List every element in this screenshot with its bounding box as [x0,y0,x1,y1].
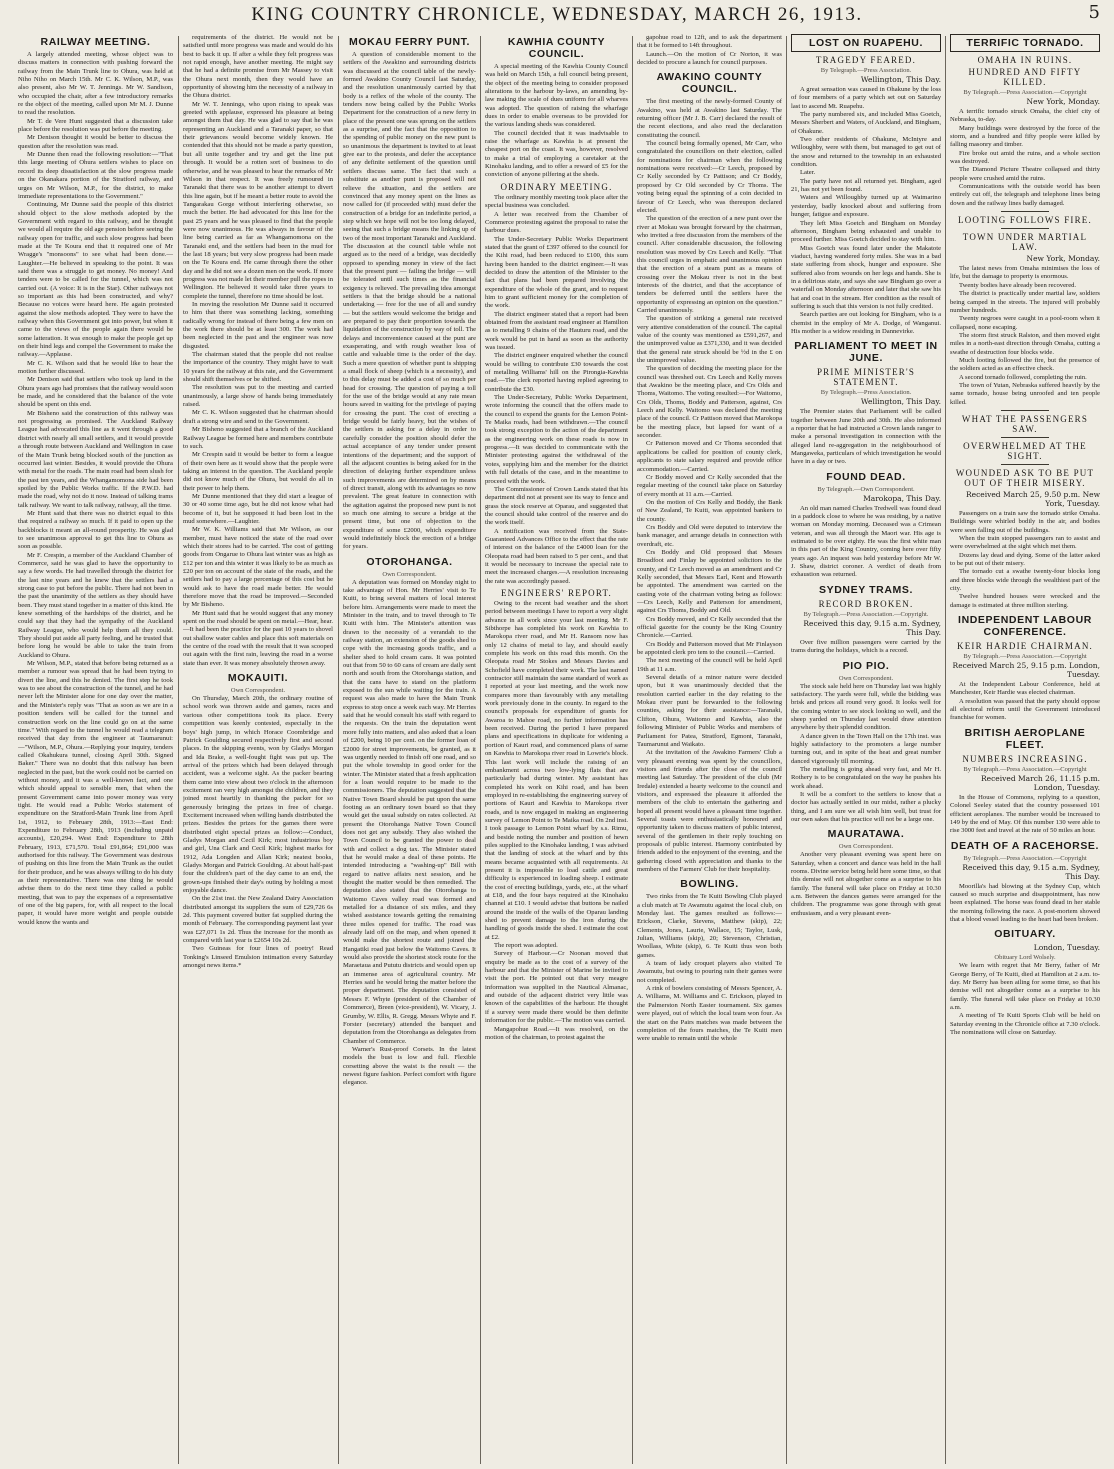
paragraph: Mr Dunne mentioned that they did start a league of 30 or 40 some time ago, but he did not know what had become of it, but he supposed it had been lost in the mud somewhere.—Laughter. [183,492,333,525]
paragraph: Twenty negroes were caught in a pool-room when it collapsed, none escaping. [950,315,1100,331]
article [343,556,476,1088]
column-4 [485,34,628,1466]
article [183,34,333,668]
paragraph: A question of considerable moment to the settlers of the Awakino and surrounding districts was discussed at the council table of the newly-formed Awakino County Council last Saturday, and the resolution unanimously carried by that body is a reflex of the whole of the county. The tenders now being called by the Public Works Department for the construction of a new ferry in place of the present one was sprung on the settlers as a surprise, and the fact that the opposition to the spending of public money on the new punt is so unanimous the department is invited to at least give ear to the protests, and defer the acceptance of any definite settlement of the question until settlers discuss same. The fact that such a substitute as another punt is proposed will not relieve the situation, and the settlers are convinced that any money spent on the lines as now called for (if proceeded with) must defer the construction of a bridge for an indefinite period, a step which we hope will not be too long delayed, seeing that such a bridge means the linking up of two of the most important Taranaki and Auckland. The discussion at the council table while not argued as to the need of a bridge, was decidedly opposed to spending money in view of the fact that the present punt — failing the bridge — will be tolerated until such times as the financial exigency is relieved. The prevailing idea amongst settlers is that the bridge should be a national undertaking — free for the use of all and sundry — but the settlers would welcome the bridge and are prepared to pay their proportion towards the liquidation of the construction by way of toll. The delays and inconvenience caused at the punt are exasperating, and with rough weather loss of cattle and valuable time is the order of the day. Such a mere question of whether punt is shipping a small flock of sheep (which is a necessity), and to this delay must be added a cost of so much per head for crossing. The question of paying a toll for the use of the bridge would at any rate mean hours saved in waiting for the privilege of paying for crossing the punt. The cost of erecting a bridge would be fairly heavy, but the wishes of the settlers in asking for a delay in order to carefully consider the position should defer the actual acceptance of any tender under present intentions of the department; and the support of all the adjacent counties is being asked for in the direction of delaying further expenditure unless such improvements are determined on by means of direct transit, along with its advantages so now prevalent. The great feature in connection with the agitation against the proposed new punt is not so much one aiming to secure a bridge at the present time, but one of objection to the expenditure of some £2000, which expenditure would indefinitely block the erection of a bridge for years. [343,51,476,551]
wire-credit: By Telegraph.—Press Association. [820,67,912,74]
article-body [950,962,1100,1037]
article-subheadline: NUMBERS INCREASING. [962,753,1088,764]
article-headline: MOKAUITI. [227,672,289,685]
paragraph: The council decided that it was inadvisable to raise the wharfage as Kawhia is at present the cheapest port on the coast. It was, however, resolved to make a trial of employing a caretaker at the Kinohaku landing, and to offer a reward of £5 for the conviction of anyone pilfering at the sheds. [485,129,628,179]
article-headline: LOST ON RUAPEHU. [808,37,924,49]
article-subheadline: TOWN UNDER MARTIAL LAW. [962,232,1088,253]
article-subheadline: TRAGEDY FEARED. [815,55,917,65]
headline-box [950,34,1100,52]
paragraph: Search parties are out looking for Bingham, who is a chemist in the employ of Mr A. Dodge, of Wanganui. His mother is a widow residing in Dannevirke. [791,311,941,335]
article [950,928,1100,1037]
paragraph: A second tornado followed, completing the ruin. [959,373,1087,381]
dateline: New York, Monday. [1026,254,1100,264]
paragraph: Mr C. K. Wilson said that he would like to hear the motion further discussed. [18,359,173,376]
article-subheadline: PRIME MINISTER'S STATEMENT. [816,367,916,388]
paragraph: The town of Yutan, Nebraska suffered heavily by the same tornado, house being unroofed and ten people killed. [950,381,1100,406]
article [183,672,333,970]
article-headline: SYDNEY TRAMS. [819,583,913,596]
article-body [637,893,782,1043]
paragraph: Crs Boddy and Old were deputed to interview the bank manager, and arrange details in connection with overdraft, etc. [637,523,782,548]
dateline: Received March 25, 9.50 p.m. New York, Tuesday. [965,489,1100,508]
paragraph: Crs Boddy moved, and Cr Kelly seconded that the official gazette for the county be the King Country Chronicle.—Carried. [637,615,782,640]
correspondent-line: Own Correspondent. [838,843,894,851]
paragraph: The question of striking a general rate received very attentive consideration of the council. The capital value of the county was mentioned as £591,267, and the unimproved value as £371,330, and it was decided that the general rate struck should be ½d in the £ on the unimproved value. [637,315,782,365]
article-body [485,194,628,586]
paragraph: Much looting followed the fire, but the presence of the soldiers acted as an effective check. [950,356,1100,373]
article-headline: MAURATAWA. [827,828,905,841]
article-subheadline: WHAT THE PASSENGERS SAW. [961,413,1089,434]
paragraph: An old man named Charles Tredwell was found dead in a paddock close to where he was residing, by a native woman on Monday morning. Deceased was a Crimean veteran, and was all through the Maori war. His age is estimated to be over eighty. He was the first white man in this part of the King Country, coming here over fifty years ago. An inquest was held yesterday before Mr W. J. Shaw, district coroner. A verdict of death from exhaustion was returned. [791,504,941,579]
column-2 [183,34,333,1466]
paragraph: On the 21st inst. the New Zealand Dairy Association distributed amongst its suppliers the sum of £29,726 6s 2d. This payment covered butter fat supplied during the month of February. The corresponding payment last year was £27,071 1s 2d. Thus the increase for the month as compared with last year is £2654 10s 2d. [183,895,333,945]
column-rule [786,36,787,1464]
paragraph: requirements of the district. He would not be satisfied until more progress was made and would do his best to back it up. If after a while they felt progress was not rapid enough, have another meeting. He might say that he had a definite promise from Mr Massey to visit the Ohura next month, then they would have an opportunity of showing him the necessity of a railway in the Ohura district. [183,34,333,100]
paragraph: The report was adopted. [494,942,558,950]
paragraph: Mr Denison thought it would be better to discuss the question after the resolution was read. [18,134,173,150]
article-subheadline: OMAHA IN RUINS. [977,55,1073,65]
divider [1001,211,1049,212]
correspondent-line: Own Correspondent. [838,674,894,682]
article-headline: BOWLING. [680,878,739,891]
paragraph: Moorilla's had blowing at the Sydney Cup, which caused so much surprise and disappointment, has now been explained. The horse was found dead in her stable the morning following the race. A post-mortem showed that a blood vessel leading to the heart had been broken. [950,882,1100,923]
paragraph: Mr W. K. Williams said that Mr Wilson, as our member, must have noticed the state of the road over which their stores had to be carried. The cost of getting goods from Ongarue to Ohura last winter was as high as £12 per ton and this winter it was likely to be as much as £20 per ton on account of the state of the roads, and the settlers had to pay a large percentage of this cost but he would ask to have the road made better. He would therefore move that the road be improved.—Seconded by Mr Bisheno. [183,526,333,609]
paragraph: Owing to the recent bad weather and the short period between meetings I have to report a very slight advance in all work since your last meeting. Mr F. Sibthorpe has completed his work on Kawhia to Marokopa river road, and Mr H. Ransom now has only 12 chains of metal to lay, and should easily complete his work on this road this month. On the Oleopata road Mr Stokes and Messrs Davies and Schofield have completed their work. The last named contractor still maintain the same standard of work as I reported at your last meeting, and the work now compares more than favourably with any metalling work previously done in the county. In regard to the council's proposals for expenditure of grants for Awaroa to Mahoe road, no further information has been received. During the period I have prepared plans and specifications in duplicate for widening a portion of Kauri road, and commenced plans of same on Kawhia to Marokopa river road in Lowrie's block. This last work will include the raising of an embankment across two low-lying flats that are particularly bad during winter. My assistant has completed his work on Kihi road, and has been employed in re-establishing the engineering survey of portions of Kauri and Kawhia to Marokopa river roads, and is now engaged in making an engineering survey of Lemon Point to Te Maika road. On 2nd inst. I took passage to Lemon Point wharf by s.s. Rimu, and beside noting the number and position of hewn piles supplied to the Kinohaku landing, I was advised that the landing of stock at the wharf and by this means became acquainted with all requirements. At present it is impossible to load cattle and great difficulty is experienced in loading sheep. I estimate the cost of erecting buildings, yards, etc., at the wharf at £18, and the four bays required at the Kinohaku channel at £10. I would advise that buttons be nailed around the inside of the walls of the Oparau landing shed to prevent damage to the iron during the handling of goods inside the shed. I estimate the cost at £2. [485,599,628,941]
paragraph: Mr T. de Vere Hunt suggested that a discussion take place before the resolution was put before the meeting. [18,117,173,134]
paragraph: Mr Wilson, M.P., stated that before being returned as a member a rumour was spread that he had been trying to divert the line, and this he denied. The first step he took was to see about the construction of the tunnel, and he had never left the Minister alone for one day over the matter, and the Minister's reply was "That as soon as we are in a position tenders will be called for the tunnel and construction work on the line could go on at the same time." With regard to the tunnel he would read a telegram received that day from the engineer at Taumarunui:—"Wilson, M.P., Ohura.—Replying your inquiry, tenders called Okahukura tunnel, closing April 30th. Signed Baker." There was no doubt that this railway has been neglected in the past, but the work could not be carried on without money, and it was a well-known fact, and one which should appeal to sensible men, that when the present Government came into power money was very tight. He would read a Public Works statement of expenditure on the Stratford-Main Trunk line from April 1st, 1912, to February 28th, 1913:—East End: Expenditure to February 28th, 1913 (including unpaid accounts), £20,294. West End: Expenditure to 28th February, 1913, £71,570. Total £91,864; £91,000 was authorised for this railway. The Government was desirous of pushing on this line from the Main Trunk as the outlet for their produce, and he was always willing to do his duty as their representative. There was one thing he would advise them to do the next time they called a public meeting, that was to pay the expenses of a representative of one of the big papers, for, with all respect to the local paper, it would have more weight and people outside would know the wants and [18,660,173,926]
article [950,34,1100,610]
article-body [183,34,333,668]
article-headline: KAWHIA COUNTY COUNCIL. [507,36,606,60]
masthead-title: KING COUNTRY CHRONICLE, WEDNESDAY, MARCH 26, 1913. [251,4,863,25]
paragraph: Continuing, Mr Dunne said the people of this district should object to the slow methods adopted by the Government with regard to this railway, and he thought we would all require the old age pension before seeing the railway open for traffic, and such slow progress had been made at the Te Koura end that it required one of Mr Wragge's "monsoons" to see what had been done.—Laughter.—He believed in speaking to the point. It was said there was a struggle to get money. No money! And tenders were to be called for the tunnel, which was not carried out. (A voice: It is in the Star). Other railways not so important as this had been constructed, and why? Because no voices were heard here. He again protested against the slow methods adopted. They were to have the railway when this Government got into power, but when it came to the views of the people again there would be some latteration. It was enough to make the people get up on their hind legs and compel the Government to make the railway.—Applause. [18,201,173,359]
article-headline: TERRIFIC TORNADO. [966,37,1084,49]
paragraph: The tornado cut a swathe twenty-four blocks long and three blocks wide through the wealthiest part of the city. [950,568,1100,593]
divider [1001,228,1049,229]
paragraph: The council being formally opened, Mr Carr, who congratulated the councillors on their election, called for nominations for chairman when the following nominations were received:—Cr Leech, proposed by Cr Kelly seconded by Cr Pattison; and Cr Boddy, proposed by Cr Old seconded by Cr Thoms. The voting being equal the spinning of a coin decided in favour of Cr Leech, who was thereupon declared elected. [637,140,782,214]
article-headline: PIO PIO. [842,659,890,672]
paragraph: The question of deciding the meeting place for the council was threshed out. Crs Leech and Kelly moves that Awakino be the meeting place, and Crs Olds and Thoms, Waitomo. The voting resulted:—For Waitomo, Crs Olds, Thoms, Boddy and Patterson, against, Crs Leech and Kelly. Waitomo was declared the meeting place of the council. Cr Pattison moved that Marokopa be the meeting place, but lapsed for want of a seconder. [637,365,782,440]
page-number: 5 [1088,2,1100,23]
paragraph: Another very pleasant evening was spent here on Saturday, when a concert and dance was held in the hall rooms. Divine service being held here some time, so that this demise will not altogether come as a surprise to his family. The funeral will take place on Friday at 10.30 a.m. Between the dances games were arranged for the children. The programme was gone through with great enthusiasm, and a very pleasant even- [791,851,941,917]
paragraph: The question of the erection of a new punt over the river at Mokau was brought forward by the chairman, who invited a free discussion from the members of the council. After considerable discussion, the following resolution was moved by Crs Leech and Kelly. "That this council urges in emphatic and unanimous opinion that the erection of a steam punt as a means of crossing over the Mokau river is not in the best interests of the district, and that the acceptance of tenders be deferred until the settlers have the opportunity of expressing an opinion on the question." Carried unanimously. [637,215,782,314]
article-headline: OBITUARY. [994,928,1056,941]
paragraph: Mr Bisheno suggested that a branch of the Auckland Railway League be formed here and members contribute to such. [183,426,333,450]
wire-credit: By Telegraph.—Press Association.—Copyright [963,854,1087,862]
paragraph: Fire broke out amid the ruins, and a whole section was destroyed. [950,149,1100,166]
paragraph: Cr Boddy moved and Cr Kelly seconded that the regular meeting of the council take place on Saturday of every month at 11 a.m.—Carried. [637,473,782,498]
article-headline: OTOROHANGA. [366,555,453,568]
dateline: Received March 26, 11.15 p.m. London, Tuesday. [981,773,1100,792]
paragraph: Two other residents of Ohakune, McIntyre and Willoughby, were with them, but managed to get out of the snow and returned to the township in an exhausted condition. [791,136,941,169]
paragraph: A dance given in the Town Hall on the 17th inst. was highly satisfactory to the promoters a large number turning out, and in spite of the heat and great number danced vigorously till morning. [791,732,941,765]
divider [1001,437,1049,438]
paragraph: The storm first struck Ralston, and then moved eight miles in a north-east direction through Omaha, cutting a swathe of destruction four blocks wide. [950,331,1100,356]
article-subheadline: LOOTING FOLLOWS FIRE. [958,215,1092,226]
article-subheadline: RECORD BROKEN. [818,598,914,609]
divider [1001,464,1049,465]
paragraph: Passengers on a train saw the tornado strike Omaha. Buildings were whirled bodily in the air, and bodies were seen falling out of the buildings. [950,509,1100,534]
paragraph: Mr Hunt said that he would suggest that any money spent on the road should be spent on metal.—Hear, hear.—It had been the practice for the past 10 years to shovel out shallow water cables and place this soft materials on the centre of the road with the result that it was scooped out again with the first rain, leaving the road in a worse state than ever. It was money absolutely thrown away. [183,609,333,667]
paragraph: A great sensation was caused in Ohakune by the loss of four members of a party which set out on Saturday last to ascend Mt. Ruapehu. [791,86,941,110]
article-body [485,600,628,1042]
article-body [791,639,941,656]
paragraph: The district engineer stated that a report had been obtained from the assistant road engineer at Hamilton as to metalling 9 chains of the Hauturu road, and the work would be put in hand as soon as the authority was issued. [485,310,628,351]
paragraph: Dozens lay dead and dying. Some of the latter asked to be put out of their misery. [950,551,1100,568]
paragraph: A deputation was formed on Monday night to take advantage of Hon. Mr Herries' visit to Te Kuiti, to bring several matters of local interest before him. Arrangements were made to meet the Minister in the train, and to travel through to Te Kuiti with him. The Minister's attention was drawn to the necessity of a verandah to the railway station, an extension of the goods shed to cope with the increasing goods traffic, and a shelter shed to hold cream cans. It was pointed out that from 50 to 60 cans of cream are daily sent north and south from the Otorohanga station, and that the cans have to stand on the platform exposed to the sun while waiting for the train. A request was also made to have the Main Trunk express to stop once a week each way. Mr Herries said that he would consult his staff with regard to the requests. On the train the deputation went more fully into matters, and also asked that a loan of £200, being 10 per cent. on the former loan of £2000 for street improvements, be granted, as it was urgently needed to finish off one road, and so put the whole township in good order for the winter. The Minister stated that a fresh application for a loan would require to be made to the commissioners. The deputation suggested that the Native Town Board should be put upon the same footing as an ordinary town board so that they would get the usual subsidy on rates collected. At present the Otorohanga Native Town Council does not get any subsidy. They also wished the Town Council to be granted the power to deal with and collect a dog tax. The Minister stated that he would make a deal of these points. He intended introducing a "washing-up" Bill with regard to native affairs next session, and he thought the matter would be then remedied. The deputation also stated that the Otorohanga to Waitomo Caves valley road was formed and metalled for a distance of six miles, and they wished assistance towards getting the remaining three miles opened for traffic. The road was already laid off on the map, and when opened it would make the shortest route and joined the Hangatiki road just below the Waitomo Caves. It would also provide the shortest stock route for the Maraetaua and Pututu districts and would open up an immense area of agricultural country. Mr Herries said he would bring the matter before the proper department. The deputation consisted of Messrs F. Whyte (president of the Chamber of Commerce), Breen (vice-president), W. Vicary, J. Grumby, W. Ellis, R. Gregg. Messrs Whyte and F. Forster (secretary) attended the banquet and deputation from the Otorohanga as delegates from Chamber of Commerce. [343,578,476,1045]
article-subheadline: HUNDRED AND FIFTY KILLED. [968,67,1082,87]
paragraph: At the Independent Labour Conference, held at Manchester, Keir Hardie was elected chairman. [950,681,1100,697]
article [791,828,941,918]
paragraph: The first meeting of the newly-formed County of Awakino, was held at Awakino last Saturday. The returning officer (Mr J. B. Carr) declared the result of the recent elections, and also read the declaration constituting the council. [637,98,782,139]
paragraph: Several details of a minor nature were decided upon, but it was unanimously decided that the resolution carried earlier in the day relating to the Mokau river punt be forwarded to the following counties, asking for their assistance:—Taranaki, Clifton, Ohura, Waitomo and Kawhia, also the following Minister of Public Works and members of Parliament for Patea, Stratford, Egmont, Taranaki, Taumarunui and Waikato. [637,674,782,748]
paragraph: Later. [800,169,816,177]
article-headline: INDEPENDENT LABOUR CONFERENCE. [958,614,1092,639]
article-body [791,505,941,580]
article-body [791,683,941,825]
paragraph: Twenty bodies have already been recovered. [959,281,1077,289]
wire-credit: By Telegraph.—Press Association.—Copyright [963,89,1087,96]
correspondent-line: Own Correspondent. [382,570,437,578]
paragraph: A terrific tornado struck Omaha, the chief city of Nebraska, to-day. [950,108,1100,124]
article-subheadline: WOUNDED ASK TO BE PUT OUT OF THEIR MISERY. [955,467,1095,488]
dateline: Wellington, This Day. [860,75,941,84]
article [950,727,1100,836]
paragraph: Mr Crespin said it would be better to form a league of their own here as it would show that the people were taking an interest in the question. The Auckland people did not know much of the Ohura, but would do all in their power to help them. [183,451,333,492]
paragraph: The district is practically under martial law, soldiers being camped in the streets. The injured will probably number hundreds. [950,290,1100,314]
paragraph: The district engineer enquired whether the council would be willing to contribute £30 towards the cost of metalling Williams' hill on the Pirongia-Kawhia road.—The clerk reported having replied agreeing to contribute the £30. [485,352,628,393]
paragraph: gapohue road to 12ft, and to ask the department that it be formed to 14ft throughout. [637,34,782,50]
paragraph: The Commissioner of Crown Lands stated that his department did not at present see its way to fence and grass the stock reserve at Oparau, and suggested that the council should take control of the reserve and do the work itself. [485,485,628,527]
divider [1001,410,1049,411]
paragraph: The Premier states that Parliament will be called together between June 20th and 30th. He also informed a reporter that he had instructed a Crown lands ranger to make a personal investigation in connection with the alleged land re-aggregation in the neighbourhood of Mangaweka, particulars of which investigation he would have in a day or two. [791,408,941,466]
column-6 [791,34,941,1466]
article-body [485,63,628,180]
paragraph: The party numbered six, and included Miss Goetch, Messrs Sherbert and Waters, of Auckland, and Bingham, of Ohakune. [791,111,941,135]
paragraph: A special meeting of the Kawhia County Council was held on March 15th, a full council being present, the object of the meeting being to consider proposed alterations to the harbour by-laws, an amending by-law making the scale of dues uniform for all wharves was adopted. The question of raising the wharfage dues in order to enable overseas to be provided for the various landing sheds was considered. [485,63,628,129]
article-subheadline: ORDINARY MEETING. [500,181,613,192]
article-body [950,794,1100,836]
dateline: Marokopa, This Day. [863,493,941,503]
article [343,36,476,552]
paragraph: When the train stopped passengers ran to assist and were overwhelmed at the sight which met them. [950,535,1100,551]
dateline: Received March 25, 9.15 p.m. London, Tuesday. [952,661,1100,680]
paragraph: A resolution was passed that the party should oppose all electoral reform until the Government introduced franchise for women. [950,697,1100,722]
paragraph: Over five million passengers were carried by the trams during the holidays, which is a record. [791,638,941,655]
headline-box [791,34,941,52]
article-body [950,510,1100,610]
paragraph: Mr Bisheno said the construction of this railway was not progressing as promised. The Auckland Railway League had advocated this line as it went through a good district with nearly all small settlers, and it would provide a through route between Auckland and Wellington in case of the Main Trunk being blocked south of the junction as occurred last winter. Besides, it would provide the Ohura with metal for the roads. The main road had been slush for the past ten years, and the Whangamomona side had been spoiled by the Public Works traffic. If the P.W.D. had made the road, why not do it now. Instead of talking trams talk railway. We want to talk railway, railway, all the time. [18,409,173,509]
paragraph: Survey of Harbour.—Cr Noonan moved that enquiry be made as to the cost of a survey of the harbour and that the Minister of Marine be invited to visit the port. He pointed out that very meagre information was supplied in the Nautical Almanac, and outside of the adjacent district very little was known of the capabilities of the harbour. He thought if a survey were made there would be then definite information for the public.—The motion was carried. [485,950,628,1025]
paragraph: The resolution was put to the meeting and carried unanimously, a large show of hands being immediately raised. [183,384,333,409]
article-subheadline: OVERWHELMED AT THE SIGHT. [963,440,1087,461]
wire-credit: By Telegraph.—Own Correspondent. [817,485,915,493]
paragraph: The chairman stated that the people did not realise the importance of the country. They might have to wait 10 years for the railway at this rate, and the Government should shift themselves or be shifted. [183,351,333,384]
paragraph: A letter was received from the Chamber of Commerce protesting against the proposal to raise the harbour dues. [485,210,628,235]
paragraph: The stock sale held here on Thursday last was highly satisfactory. The yards were full, while the bidding was brisk and prices all round very good. It looks well for the coming winter to see stock looking so well, and the sheep yarded on Thursday last would draw attention anywhere by their splendid condition. [791,682,941,732]
paragraph: Twelve hundred houses were wrecked and the damage is estimated at three million sterling. [950,593,1100,609]
paragraph: At the invitation of the Awakino Farmers' Club a very pleasant evening was spent by the councillors, visitors and friends after the close of the council meeting last Saturday. The president of the club (Mr Iredale) extended a hearty welcome to the council and visitors, and expressed the pleasure it afforded the members of the club to entertain the gathering and hoped all present would have a pleasant time together. Several toasts were enthusiastically honoured and opportunity taken to discuss matters of public interest, several of the gentlemen in their reply touching on proposals of public interest. Harmony contributed by friends added to the enjoyment of the evening, and the gathering closed with appreciation and thanks to the members of the Farmers' Club for their hospitality. [637,749,782,873]
paragraph: Communications with the outside world has been entirely cut off, the telegraph and telephone lines being down and the railway lines badly damaged. [950,183,1100,207]
paragraph: We learn with regret that Mr Berry, father of Mr George Berry, of Te Kuiti, died at Hamilton at 2 a.m. to-day. Mr Berry has been ailing for some time, so that his demise will not altogether come as a surprise to his family. The funeral will take place on Friday at 10.30 a.m. [950,962,1100,1011]
article-body [343,51,476,552]
article-body [950,265,1100,407]
article [791,584,941,656]
article-body [18,51,173,927]
article-body [343,579,476,1088]
column-rule [480,36,481,1464]
paragraph: In the House of Commons, replying to a question, Colonel Seeley stated that the country possessed 101 efficient aeroplanes. The number would be increased to 149 by the end of May. Of this number 130 were able to rise 3000 feet and travel at the rate of 50 miles an hour. [950,793,1100,835]
paragraph: The Under-Secretary, Public Works Department, wrote informing the council that the offers made to the council to expend the grants for the Lemon Point-Te Maika roads, had been withdrawn.—The council took strong exception to the action of the department as the engineering work on these roads is now in progress.—It was decided to communicate with the Minister protesting against the withdrawal of the votes, supplying him and the member for the district with full details of the case, and in the meantime to proceed with the work. [485,394,628,485]
paragraph: Many buildings were destroyed by the force of the storm, and a hundred and fifty people were killed by falling masonry and timber. [950,124,1100,149]
article [791,660,941,825]
article-body [791,408,941,466]
column-rule [338,36,339,1464]
paragraph: The ordinary monthly meeting took place after the special business was concluded. [485,193,628,210]
article-body [791,851,941,918]
column-rule [632,36,633,1464]
paragraph: A team of lady croquet players also visited Te Awamutu, but owing to pouring rain their games were not completed. [637,960,782,984]
column-rule [178,36,179,1464]
article-headline: MOKAU FERRY PUNT. [348,36,471,48]
paragraph: The Diamond Picture Theatre collapsed and thirty people were crushed amid the ruins. [950,166,1100,182]
article-headline: RAILWAY MEETING. [40,36,151,48]
paragraph: Mangapohue Road.—It was resolved, on the motion of the chairman, to protest against the [485,1025,628,1041]
dateline: New York, Monday. [1026,97,1100,106]
article [637,71,782,874]
paragraph: The party have not all returned yet. Bingham, aged 21, has not yet been found. [791,177,941,194]
paragraph: On Thursday, March 20th, the ordinary routine of school work was thrown aside and games, races and various other competitions took its place. Every competition was keenly contested, especially in the boys' high jump, in which Horace Coombridge and Patrick Goulding secured respectively first and second places. In the skipping events, won by Gladys Morgan and Ida Brake, a well-fought fight was put up. The arrival of the prizes which had been delayed through accident, was a welcome sight. As the packer bearing them came into view about two o'clock in the afternoon excitement ran very high amongst the children, and they joined most heartily in thanking the packer for so generously bringing the prizes in free of charge. Excitement increased when willing hands distributed the prizes. Besides the prizes for the games there were distributed eight special prizes as follow:—Conduct, Gladys Morgan and Cecil Kirk; most industrious boy and girl, Una Clark and Cecil Kirk; highest marks for 1912, Ada Longden and Allan Kirk; neatest books, Gladys Morgan and Patrick Goulding. At about half-past four the children's part of the day came to an end, the grown-ups finished their day's outing by holding a most enjoyable dance. [183,695,333,895]
paragraph: A notification was received from the State-Guaranteed Advances Office to the effect that the rate of interest on the balance of the £4000 loan for the Oleopata road had been raised to 5 per cent., and that it would be necessary to increase the special rate to meet the increased charges.—A resolution increasing the rate was accordingly passed. [485,527,628,585]
paragraph: Two rinks from the Te Kuiti Bowling Club played a club match at Te Awamutu against the local club, on Monday last. The games resulted as follows:—Erickson, Clarke, Stevens, Matthew (skip), 22; Clements, Jones, Laurie, Wallace, 15; Taylor, Lusk, Julian, Williams (skip), 20; Stevenson, Christian, Woollass, White (skip), 6. Te Kuiti thus won both games. [637,893,782,959]
paragraph: A rink of bowlers consisting of Messrs Spencer, A. A. Williams, M. Williams and C. Erickson, played in the Palmerston North Easter tournament. Six games were played, out of which the local team won four. As the start on the Pairs matches was made between the completion of the fours matches, the Te Kuiti men were unable to remain until the whole [637,985,782,1043]
paragraph: Cr Patterson moved and Cr Thoms seconded that applications be called for position of county clerk, applicants to state salary required and provide office accommodation.—Carried. [637,440,782,473]
dateline: Received this day, 9.15 a.m. Sydney, This Day. [962,862,1100,881]
correspondent-line: Own Correspondent. [230,687,286,695]
article-body [950,883,1100,925]
column-7 [950,34,1100,1466]
article-body [183,695,333,970]
dateline: Wellington, This Day. [860,397,941,407]
paragraph: A largely attended meeting, whose object was to discuss matters in connection with pushing forward the railway from the Main Trunk line to Ohura, was held at Niho Niho on March 15th. Mr C. K. Wilson, M.P., was also present, also Mr W. T. Jennings. Mr W. Sandison, who occupied the chair, after a few introductory remarks re the object of the meeting, called upon Mr M. J. Dunne to read the resolution. [18,51,173,117]
column-rule [945,36,946,1464]
paragraph: The metalling is going ahead very fast, and Mr H. Rothery is to be congratulated on the way he pushes his work ahead. [791,765,941,790]
article-body [950,681,1100,723]
dateline: London, Tuesday. [1033,943,1100,953]
article-body [950,108,1100,208]
paragraph: Mr F. Crespin, a member of the Auckland Chamber of Commerce, said he was glad to have the opportunity to say a few words. He had travelled through the district for the last nine years and he knew that the settlers had a strong case to put before the public. There had not been in the past the unanimity of the settlers as they should have been. They must stand together in a matter of this kind. He knew something of the hardships of the district, and he could say that they had the sympathy of the Auckland Railway League, who would help them all they could. They should put aside all party feeling, and he trusted that before long he would be able to take the train from Auckland to Ohura. [18,551,173,659]
article-body [791,86,941,336]
paragraph: Two Guineas for four lines of poetry! Read Tonking's Linseed Emulsion intimation every Saturday amongst news items.* [183,945,333,970]
paragraph: Mr C. K. Wilson suggested that he chairman should draft a strong wire and send to the Government. [183,409,333,425]
column-5 [637,34,782,1466]
article [485,36,628,1042]
article [18,36,173,927]
article [637,34,782,67]
paragraph: Warner's Rust-proof Corsets. In the latest models the bust is low and full. Flexible corsetting above the waist is the result — the newest figure fashion. Perfect comfort with figure elegance. [343,1045,476,1087]
paragraph: Waters and Willoughby turned up at Waimarino yesterday, badly knocked about and suffering from hunger, fatigue and exposure. [791,194,941,219]
paragraph: The latest news from Omaha minimises the loss of life, but the damage to property is enormous. [950,265,1100,281]
paragraph: Mr W. T. Jennings, who upon rising to speak was greeted with applause, expressed his pleasure at being amongst them that day. He was glad to say that he was representing an Auckland and a Taranaki paper, so that their grievances would become widely known. He contended that this should not be made a party question, but all unite together and try and get the line put through. It would be a rotten sort of business to do otherwise, and he was pleased to hear the remarks of Mr Wilson in that respect. It was freely rumoured in Taranaki that there was to be another attempt to divert this line again, but if he meant a better route to avoid the Tangarakau Gorge without interfering otherwise, so much the better. He had advocated for this line for the past 25 years and he was pleased to find that the people were now unanimous. He was always in favour of the line being carried as far as Whangamomona on the Taranaki end, and the settlers had been in the mud for the last 18 years; but very slow progress had been made on the Te Koura end. He came through there the other day and he did not see a dozen men on the work. If more progress was not made let their member pull the ropes in Wellington. He believed it would take three years to complete the tunnel, therefore no time should be lost. [183,100,333,300]
paragraph: Mr Denison said that settlers who took up land in the Ohura years ago had promises that the railway would soon be made, and he considered that the balance of the vote should be spent on this end. [18,376,173,409]
dateline: Received this day, 9.15 a.m. Sydney, This Day. [803,618,941,637]
paragraph: A meeting of Te Kuiti Sports Club will be held on Saturday evening in the Chronicle office at 7.30 o'clock. The nominations will close on Saturday. [950,1012,1100,1036]
article-headline: PARLIAMENT TO MEET IN JUNE. [794,340,938,365]
article [950,614,1100,723]
paragraph: Crs Boddy and Old proposed that Messrs Broadfoot and Finlay be appointed solicitors to the county, and Cr Leech moved as an amendment and Cr Kelly seconded, that Messrs Earl, Kent and Howarth be appointed. The amendment was carried on the casting vote of the chairman voting being as follows:—Crs Leech, Kelly and Patterson for amendment, against Crs Thoms, Boddy and Old. [637,548,782,615]
article-body [637,98,782,874]
paragraph: The next meeting of the council will be held April 19th at 11 a.m. [637,657,782,673]
wire-credit: By Telegraph.—Press Association.—Copyright [963,653,1087,661]
correspondent-line: Obituary Lord Wolsely. [994,954,1056,962]
paragraph: Crs Boddy and Patterson moved that Mr Finlayson be appointed clerk pro tem to the council.—Carried. [637,640,782,657]
paragraph: Mr Hunt said that there was no district equal to this that required a railway so much. If it paid to open up the backblocks it meant an all-round prosperity. He was glad to see unanimous approval to get this line to Ohura as soon as possible. [18,509,173,551]
article [791,34,941,336]
wire-credit: By Telegraph.—Press Association.—Copyright. [803,610,929,618]
article-headline: BRITISH AEROPLANE FLEET. [964,726,1086,751]
article-headline: DEATH OF A RACEHORSE. [950,839,1100,852]
paragraph: Mr Dunne then read the following resolution:—"That this large meeting of Ohura settlers wishes to place on record its deep dissatisfaction at the slow progress made on the Okanakara portion of the Stratford railway, and urges on Mr Wilson, M.P., for the district, to make immediate representations to the Government." [18,151,173,200]
paragraph: They left Miss Goetch and Bingham on Monday afternoon, Bingham being exhausted and unable to proceed further. Miss Goetch decided to stay with him. [791,219,941,244]
article [950,840,1100,925]
article [791,340,941,466]
article-headline: AWAKINO COUNTY COUNCIL. [656,71,763,96]
column-1 [18,34,173,1466]
wire-credit: By Telegraph.—Press Association.—Copyright [963,765,1087,773]
column-3 [343,34,476,1466]
wire-credit: By Telegraph.—Press Association. [820,389,912,397]
paragraph: On the motion of Crs Kelly and Boddy, the Bank of New Zealand, Te Kuiti, was appointed bankers to the county. [637,498,782,523]
article-subheadline: ENGINEERS' REPORT. [500,587,612,598]
paragraph: Miss Goetch was found later under the Makatote viaduct, having wandered forty miles. She was in a bad state suffering from shock, hunger and exposure. She suffered also from wounds on her legs and hands. She is in a delirious state, and says she saw Bingham go over a waterfall on Monday afternoon and later that she saw his hat and coat in the stream. Her condition as the result of suffering is such that this version is not fully credited. [791,244,941,310]
article-subheadline: KEIR HARDIE CHAIRMAN. [957,641,1093,652]
masthead [0,0,1114,30]
paragraph: Launch.—On the motion of Cr Norton, it was decided to procure a launch for council purposes. [637,50,782,67]
paragraph: It will be a comfort to the settlers to know that a doctor has actually settled in our midst, rather a plucky thing, and I am sure we all wish him well, but trust for our own sakes that his practice will not be a large one. [791,790,941,823]
article [791,471,941,580]
article [637,878,782,1043]
article-headline: FOUND DEAD. [826,470,906,483]
paragraph: In moving the resolution Mr Dunne said it occurred to him that there was something lacking, something radically wrong for instead of there being a few men on the work there should be at least 300. The work had been neglected in the past and the engineer was now disgusted. [183,301,333,350]
article-body [637,34,782,67]
paragraph: The Under-Secretary Public Works Department stated that the grant of £397 offered to the council for the Kihi road, had been reduced to £100, this sum having been handed to the district engineer.—It was decided to draw the attention of the Minister to the fact that plans had been prepared involving the expenditure of the whole of the grant, and to request him to grant sufficient money for the completion of the work. [485,235,628,310]
